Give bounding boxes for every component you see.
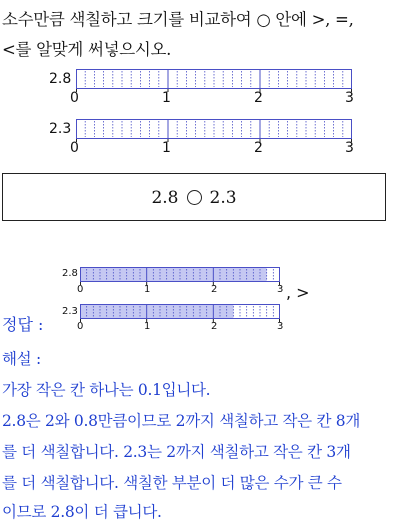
answer-label: 정답 : — [2, 315, 44, 334]
solution-strip-1 — [80, 267, 282, 284]
question-line-1: 소수만큼 색칠하고 크기를 비교하여 ○ 안에 >, =, — [2, 10, 354, 29]
tick-1-strip1: 1 — [162, 90, 171, 106]
explanation-title: 해설 : — [2, 350, 41, 368]
strip-label-1: 2.8 — [49, 71, 72, 87]
explanation-line-1: 가장 작은 칸 하나는 0.1입니다. — [2, 381, 211, 399]
question-line-2: <를 알맞게 써넣으시오. — [2, 40, 172, 59]
explanation-line-3: 를 더 색칠합니다. 2.3는 2까지 색칠하고 작은 칸 3개 — [2, 443, 351, 461]
tick-3-strip1: 3 — [345, 90, 354, 106]
solution-tick-1-strip1: 1 — [144, 284, 151, 295]
solution-tick-0-strip1: 0 — [77, 284, 84, 295]
solution-tick-1-strip2: 1 — [144, 321, 151, 332]
solution-tick-0-strip2: 0 — [77, 321, 84, 332]
answer-symbol: , > — [286, 283, 310, 302]
strip-label-2: 2.3 — [49, 121, 72, 137]
blank-circle-icon[interactable] — [187, 190, 202, 205]
shaded-portion — [80, 304, 233, 319]
tick-2-strip1: 2 — [254, 90, 263, 106]
solution-tick-3-strip1: 3 — [277, 284, 284, 295]
left-value: 2.8 — [151, 188, 179, 208]
comparison-expression — [3, 188, 385, 208]
tick-0-strip1: 0 — [70, 90, 79, 106]
tick-0-strip2: 0 — [70, 140, 79, 156]
solution-strip-2 — [80, 304, 282, 321]
solution-strip-label-1: 2.8 — [62, 268, 78, 279]
solution-tick-2-strip2: 2 — [211, 321, 218, 332]
right-value: 2.3 — [209, 188, 237, 208]
explanation-line-5: 이므로 2.8이 더 큽니다. — [2, 503, 162, 521]
explanation-line-2: 2.8은 2와 0.8만큼이므로 2까지 색칠하고 작은 칸 8개 — [2, 412, 361, 430]
decimal-strip-2 — [76, 119, 352, 141]
answer-box — [2, 173, 386, 221]
tick-1-strip2: 1 — [162, 140, 171, 156]
solution-tick-2-strip1: 2 — [211, 284, 218, 295]
tick-2-strip2: 2 — [254, 140, 263, 156]
decimal-strip-1 — [76, 69, 352, 91]
solution-strip-label-2: 2.3 — [62, 306, 78, 317]
explanation-line-4: 를 더 색칠합니다. 색칠한 부분이 더 많은 수가 큰 수 — [2, 474, 342, 492]
tick-3-strip2: 3 — [345, 140, 354, 156]
solution-tick-3-strip2: 3 — [277, 321, 284, 332]
